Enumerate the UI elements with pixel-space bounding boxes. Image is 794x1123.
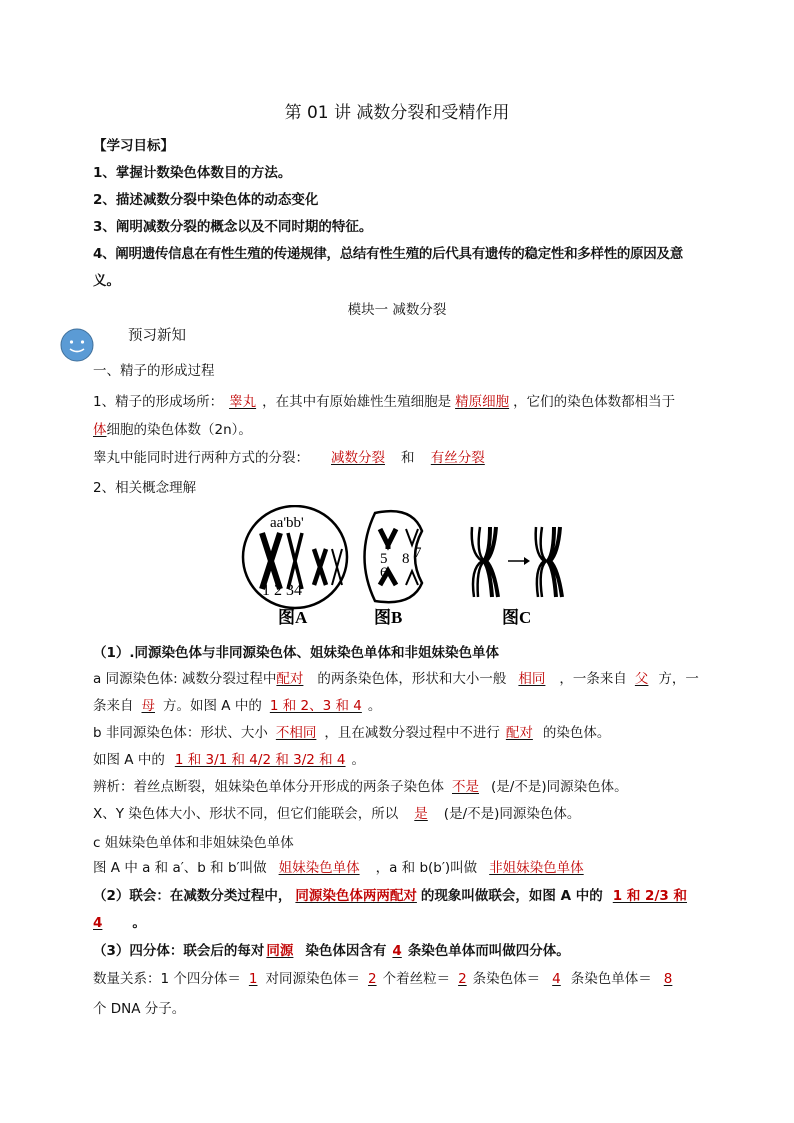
smiley-icon [60,328,94,366]
text-line: 睾丸中能同时进行两种方式的分裂： 减数分裂 和 有丝分裂 [93,450,485,466]
text-line: 体细胞的染色体数（2n）。 [93,422,252,438]
module-title: 模块一 减数分裂 [347,302,447,318]
figure-a-nums: 1 2 34 [262,582,302,599]
objective-item: 2、描述减数分裂中染色体的动态变化 [93,192,319,208]
objective-item: 3、阐明减数分裂的概念以及不同时期的特征。 [93,219,373,235]
objective-item: 义。 [93,273,120,289]
objective-item: 1、掌握计数染色体数目的方法。 [93,165,292,181]
text-line: 1、精子的形成场所： 睾丸 ，在其中有原始雄性生殖细胞是 精原细胞 ，它们的染色体数都相当于 [93,394,676,410]
text-line: 2、相关概念理解 [93,480,197,496]
text-line: 辨析：着丝点断裂，姐妹染色单体分开形成的两条子染色体 不是 (是/不是)同源染色体。 [93,779,628,795]
svg-text:6: 6 [380,565,388,581]
text-line: （2）联会：在减数分类过程中， 同源染色体两两配对 的现象叫做联会，如图 A 中的 1 和 2/3 和 [93,888,687,904]
text-line: （3）四分体：联会后的每对 同源 染色体因含有 4 条染色单体而叫做四分体。 [93,943,570,959]
text-line: 图 A 中 a 和 a′、b 和 b′叫做 姐妹染色单体 ，a 和 b(b′)叫做 非姐妹染色单体 [93,860,584,876]
text-line: 4 。 [93,915,146,931]
figure-b-label: 图B [374,608,403,627]
text-line: a 同源染色体: 减数分裂过程中配对 的两条染色体，形状和大小一般 相同 ，一条来自 父 方，一 [93,671,699,687]
objective-item: 4、阐明遗传信息在有性生殖的传递规律，总结有性生殖的后代具有遗传的稳定性和多样性的原因及意 [93,246,683,262]
text-line: 条来自 母 方。如图 A 中的 1 和 2、3 和 4 。 [93,698,382,714]
chromosome-figure [240,505,580,637]
text-line: 如图 A 中的 1 和 3/1 和 4/2 和 3/2 和 4 。 [93,752,366,768]
figure-a-top: aa'bb' [270,515,304,531]
subsection-heading: （1）.同源染色体与非同源染色体、姐妹染色单体和非姐妹染色单体 [93,645,500,661]
text-line: b 非同源染色体：形状、大小 不相同 ，且在减数分裂过程中不进行 配对 的染色体。 [93,725,611,741]
svg-text:5: 5 [380,551,388,567]
text-line: 个 DNA 分子。 [93,1001,186,1017]
section-heading: 一、精子的形成过程 [93,363,215,379]
text-line: 数量关系：1 个四分体＝ 1 对同源染色体＝ 2 个着丝粒＝ 2 条染色体＝ 4 条染色单体＝ 8 [93,971,673,987]
page-title: 第 01 讲 减数分裂和受精作用 [284,103,510,123]
svg-text:8: 8 [402,551,410,567]
svg-text:7: 7 [414,545,422,561]
preview-label: 预习新知 [128,328,186,344]
figure-a-label: 图A [278,608,308,627]
text-line: c 姐妹染色单体和非姐妹染色单体 [93,835,294,851]
text-line: X、Y 染色体大小、形状不同，但它们能联会，所以 是 (是/不是)同源染色体。 [93,806,581,822]
figure-c-label: 图C [502,608,532,627]
objectives-heading: 【学习目标】 [93,138,174,154]
